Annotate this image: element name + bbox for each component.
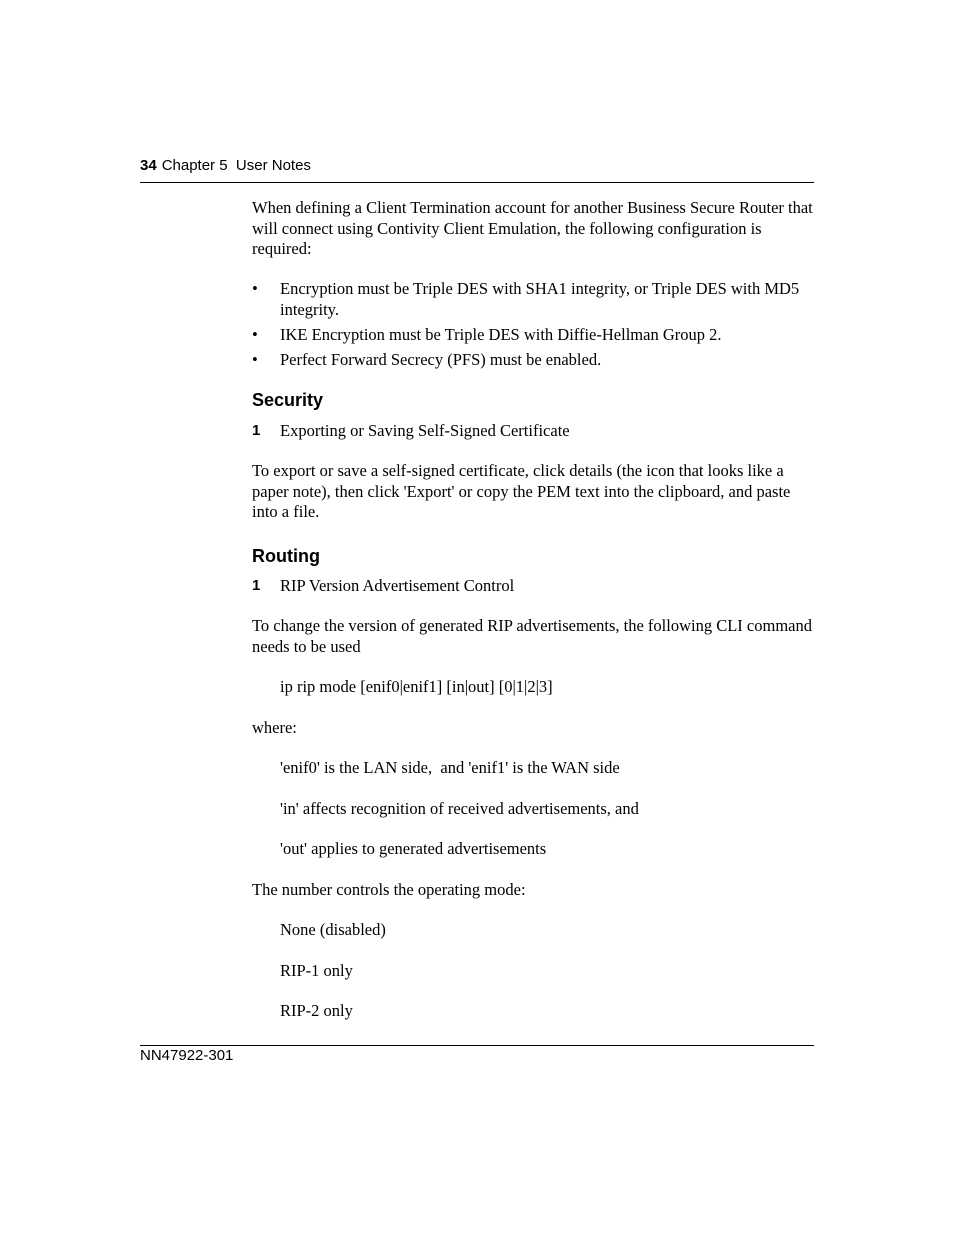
security-item-number: 1 bbox=[252, 422, 261, 439]
list-item bbox=[252, 325, 814, 346]
mode-item: RIP-1 only bbox=[280, 960, 353, 980]
page-number: 34 bbox=[140, 157, 157, 174]
where-item: 'enif0' is the LAN side, and 'enif1' is the WAN side bbox=[280, 758, 620, 777]
chapter-title: Chapter 5 User Notes bbox=[161, 157, 311, 174]
list-item-text: Perfect Forward Secrecy (PFS) must be enabled. bbox=[280, 349, 602, 369]
list-item bbox=[252, 350, 814, 371]
mode-item: None (disabled) bbox=[280, 920, 386, 939]
routing-item-number: 1 bbox=[252, 576, 261, 594]
routing-paragraph: To change the version of generated RIP advertisements, the following CLI command needs to be used bbox=[252, 616, 812, 656]
requirements-list bbox=[252, 279, 814, 370]
page-body bbox=[252, 198, 814, 1022]
where-label: where: bbox=[252, 717, 297, 737]
page-header bbox=[140, 156, 814, 175]
security-item bbox=[252, 421, 814, 442]
bullet-icon: • bbox=[252, 324, 258, 344]
security-paragraph: To export or save a self-signed certificate, click details (the icon that looks like a paper note), then click 'Export' or copy the PEM text into the clipboard, and paste into a file. bbox=[252, 461, 791, 521]
footer-rule bbox=[140, 1045, 814, 1046]
where-item: 'in' affects recognition of received advertisements, and bbox=[280, 798, 639, 818]
bullet-icon: • bbox=[252, 279, 258, 298]
list-item-text: Encryption must be Triple DES with SHA1 integrity, or Triple DES with MD5 integrity. bbox=[280, 279, 800, 319]
security-item-text: Exporting or Saving Self-Signed Certificate bbox=[280, 421, 570, 440]
header-rule bbox=[140, 182, 814, 183]
mode-intro: The number controls the operating mode: bbox=[252, 879, 526, 899]
routing-heading: Routing bbox=[252, 545, 320, 566]
intro-paragraph: When defining a Client Termination account for another Business Secure Router that will connect using Contivity Client Emulation, the following configuration is required: bbox=[252, 198, 813, 258]
cli-command: ip rip mode [enif0|enif1] [in|out] [0|1|2|3] bbox=[280, 677, 553, 696]
bullet-icon: • bbox=[252, 349, 258, 369]
list-item bbox=[252, 279, 814, 320]
footer-doc-number: NN47922-301 bbox=[140, 1047, 234, 1064]
routing-item bbox=[252, 576, 814, 597]
routing-item-text: RIP Version Advertisement Control bbox=[280, 575, 515, 595]
list-item-text: IKE Encryption must be Triple DES with Diffie-Hellman Group 2. bbox=[280, 324, 722, 344]
where-item: 'out' applies to generated advertisements bbox=[280, 839, 547, 858]
security-heading: Security bbox=[252, 390, 324, 410]
mode-item: RIP-2 only bbox=[280, 1001, 353, 1020]
